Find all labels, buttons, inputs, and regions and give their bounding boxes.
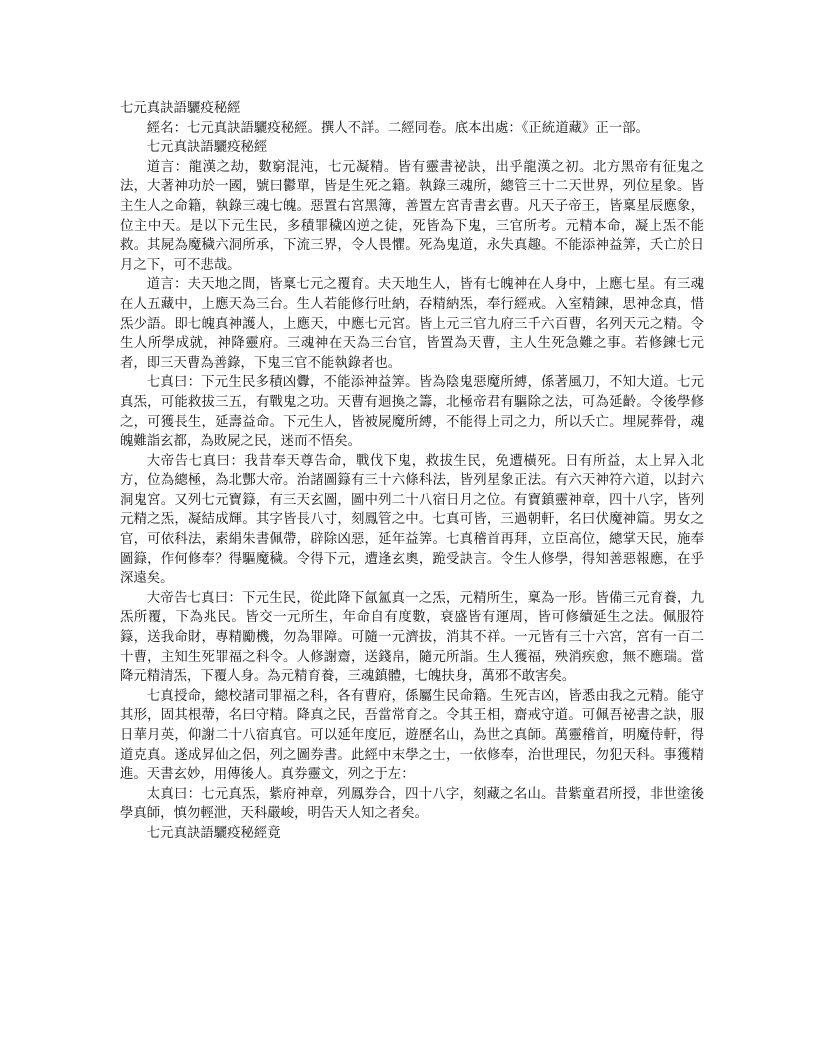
- document-ending: 七元真訣語驪疫秘經竟: [146, 825, 281, 841]
- document-page: [120, 99, 704, 844]
- document-subtitle: 七元真訣語驪疫秘經: [146, 140, 268, 156]
- paragraph: 大帝告七真曰：我昔奉天尊告命，戰伐下鬼，救拔生民，免遭橫死。日有所益，太上昇入北方，位為總極，為北酆大帝。治諸圖籙有三十六條科法，皆列星象正法。有六天神符六道，以封六洞鬼宮。又列七元寶籙，有三天玄圖，圖中列二十八宿日月之位。有寶鎮靈神章，四十八字，皆列元精之炁，凝結成輝。其字皆長八寸，刻鳳管之中。七真可皆，三過朝軒，名曰伏魔神篇。男女之官，可依科法，素絹朱書佩帶，辟除凶惡，延年益筭。七真稽首再拜，立臣高位，總掌天民，施奉圖籙，作何修奉？得驅魔穢。令得下元，遭逢玄奧，跪受訣言。令生人修學，得知善惡報應，在乎深遠矣。: [120, 453, 704, 587]
- document-title: 七元真訣語驪疫秘經: [120, 101, 241, 116]
- paragraph: 太真曰：七元真炁，紫府神章，列鳳券合，四十八字，刻藏之名山。昔紫童君所授，非世塗後學真師，慎勿輕泄，天科嚴峻，明告天人知之者矣。: [120, 786, 704, 822]
- paragraph: 大帝告七真曰：下元生民，從此降下氤氳真一之炁，元精所生，稟為一形。皆備三元育養，九炁所覆，下為兆民。皆交一元所生，年命自有度數，衰盛皆有運周，皆可修續延生之法。佩服符籙，送我命財，專精勵機，勿為罪障。可隨一元濟拔，消其不祥。一元皆有三十六宮，宮有一百二十曹，主知生死罪福之科令。人修謝齋，送錢帛，隨元所詣。生人獲福，殃消疾愈，無不應瑞。當降元精清炁，下覆人身。為元精育養，三魂鎮體，七魄扶身，萬邪不敢害矣。: [120, 590, 704, 685]
- paragraph: 七真曰：下元生民多積凶釁，不能添神益筭。皆為陰鬼惡魔所縛，係著風刀，不知大道。七元真炁，可能救拔三五，有戰鬼之功。天曹有迴換之籌，北極帝君有驅除之法，可為延齡。令後學修之，可獲長生，延壽益命。下元生人，皆被屍魔所縛，不能得上司之力，所以夭亡。埋屍葬骨，魂魄難詣玄都，為敗屍之民，迷而不悟矣。: [120, 375, 704, 450]
- paragraph: 七真授命，總校諸司罪福之科，各有曹府，係屬生民命籍。生死吉凶，皆悉由我之元精。能守其形，固其根蔕，名曰守精。降真之民，吾當常育之。令其王相，齋戒守道。可佩吾祕書之訣，服日華月英，仰謝二十八宿真官。可以延年度厄，遊歷名山，為世之真師。萬靈稽首，明魔侍軒，得道克真。遂成昇仙之侶，列之圖券書。此經中末學之士，一依修奉，治世理民，勿犯天科。事獲精進。天書玄妙，用傳後人。真券靈文，列之于左：: [120, 688, 704, 783]
- document-meta: 經名：七元真訣語驪疫秘經。撰人不詳。二經同卷。底本出處：《正統道藏》正一部。: [146, 120, 649, 136]
- paragraph: 道言：龍漢之劫，數窮混沌，七元凝精。皆有靈書祕訣，出乎龍漢之初。北方黑帝有征鬼之法，大著神功於一國，號曰鬱單，皆是生死之籍。執錄三魂所，總管三十二天世界，列位星象。皆主生人之命籍，執錄三魂七魄。惡置右宮黑簿，善置左宮青書玄曹。凡天子帝王，皆稟星辰應象，位主中天。是以下元生民，多積罪穢凶逆之徒，死皆為下鬼，三官所考。元精本命，凝上炁不能救。其屍為魔穢六洞所承，下流三界，令人畏懼。死為鬼道，永失真趣。不能添神益筭，夭亡於日月之下，可不悲哉。: [120, 159, 704, 273]
- paragraph: 道言：夫天地之間，皆稟七元之覆育。夫天地生人，皆有七魄神在人身中，上應七星。有三魂在人五藏中，上應天為三台。生人若能修行吐納，吞精納炁，奉行經戒。入室精鍊，思神念真，惜炁少語。即七魄真神護人，上應天，中應七元宮。皆上元三官九府三千六百曹，名列天元之精。令生人所學成就，神降靈府。三魂神在天為三台官，皆置為天曹，主人生死急難之事。若修鍊七元者，即三天曹為善錄，下鬼三官不能執錄者也。: [120, 277, 704, 371]
